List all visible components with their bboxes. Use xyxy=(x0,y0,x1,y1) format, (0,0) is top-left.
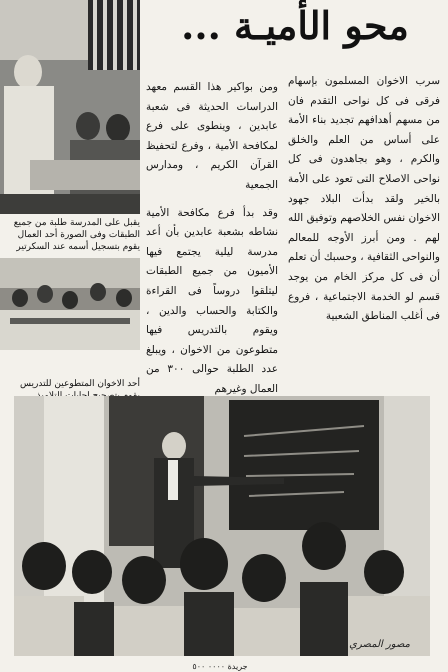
caption-registration: يقبل على المدرسة طلبة من جميع الطبقات وفى الصورة أحد العمال يقوم بتسجيل أسمه عند السكرتير xyxy=(13,218,140,252)
article-column-middle xyxy=(146,78,278,395)
caption-teacher: أحد الاخوان المتطوعين للتدريس xyxy=(20,379,140,389)
column-middle-bottom: وقد بدأ فرع مكافحة الأمية نشاطه بشعبة عابدين بأن أعد مدرسة ليلية يجتمع فيها الأميون من جميع الطبقات ليتلقوا دروساً فى القراءة والكتابة والحساب والدين ، ويقوم بالتدريس فيها متطوعون من الاخوان ، ويبلغ عدد الطلبة حوالى ٣٠٠ من العمال وغيرهم xyxy=(146,206,278,395)
bottom-strip: جريدة ٠٠٠٠ ٥٠٠ xyxy=(192,662,248,671)
photo-signature: مصور المصري xyxy=(349,639,410,650)
photo-registration xyxy=(0,0,140,214)
article-column-right xyxy=(288,72,440,390)
photo-classroom xyxy=(0,258,140,350)
headline: محو الأميـة ... xyxy=(181,3,409,48)
column-right-text: سرب الاخوان المسلمون بإسهام فرقى فى كل نواحى التقدم فان من مسهم أهدافهم تجديد بناء الأمة على أساس من العلم والخلق والكرم ، وهو بجاهدون فى كل نواحى الاصلاح التى تعود على الأمة بالخير ولقد بدأت البلاد جهود الاخوان نفس الخلاصهم وتوفيق الله لهم . ومن أبرز الأوجه للمعالم والنواحى الثقافية ، وحسبك أن تعلم أن فى كل مرکز الخام من يوجد قسم لو الخدمة الاجتماعية ، فروع فى أغلب المناطق الشعبية xyxy=(288,75,440,323)
photo-teacher-blackboard xyxy=(14,396,430,656)
column-middle-top: ومن بواكير هذا القسم معهد الدراسات الحديثة فى شعبة عابدين ، وينطوى على فرع لمكافحة الأمية ، وفرع لتحفيظ القرآن الكريم ، ومدارس الجمعية xyxy=(146,81,278,191)
